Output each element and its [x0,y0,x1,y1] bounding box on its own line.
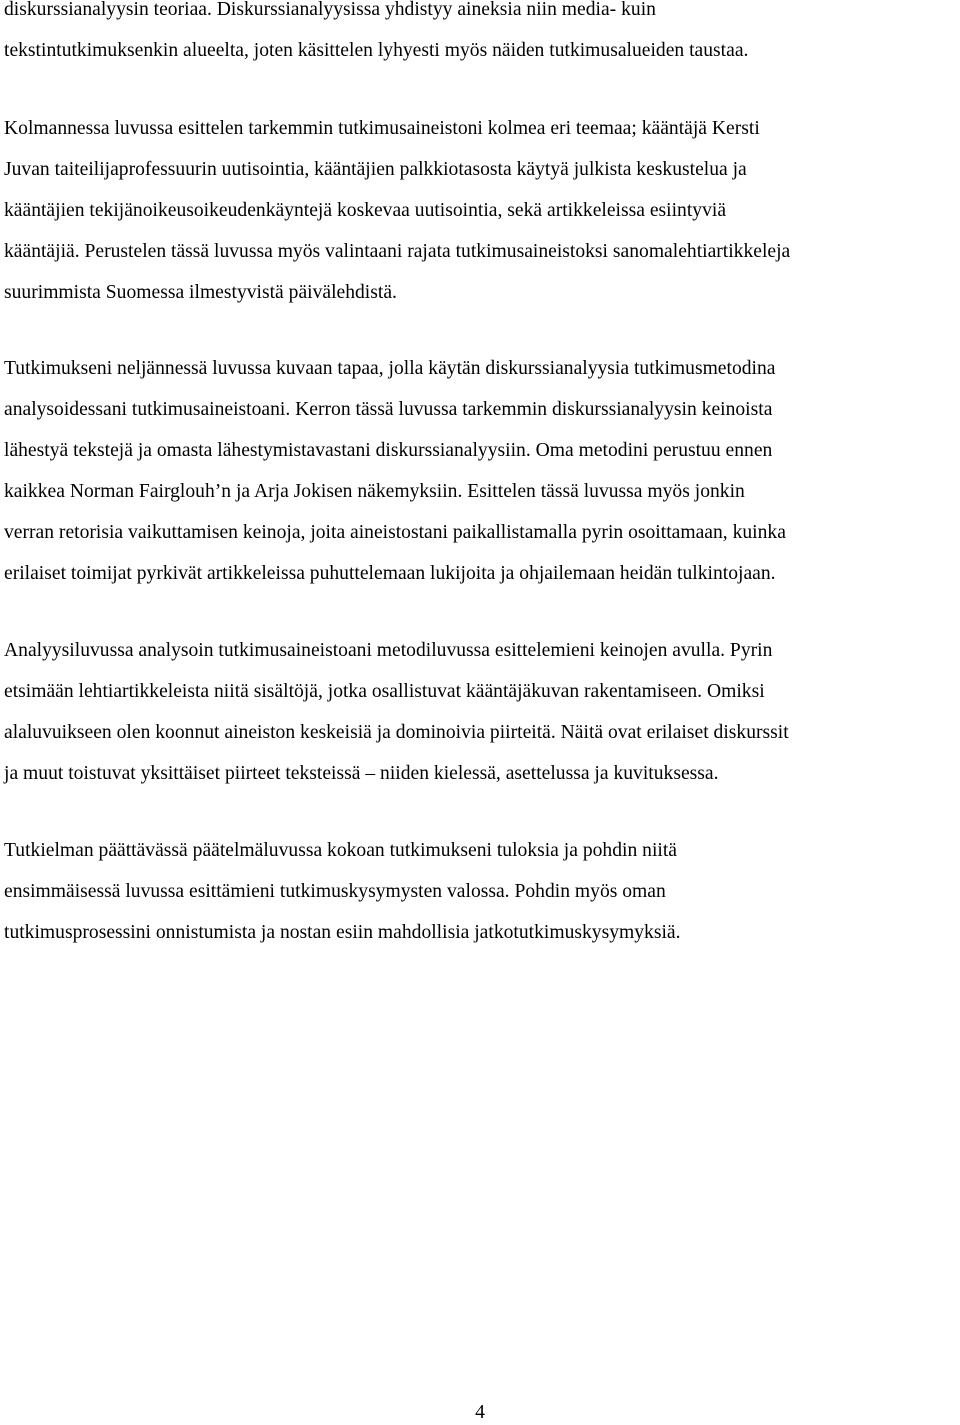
text-line: analysoidessani tutkimusaineistoani. Kerron tässä luvussa tarkemmin diskurssianalyysin keinoista [4,399,773,420]
text-line: kääntäjien tekijänoikeusoikeudenkäyntejä koskevaa uutisointia, sekä artikkeleissa esiintyviä [4,200,727,221]
text-line: alaluvuikseen olen koonnut aineiston keskeisiä ja dominoivia piirteitä. Näitä ovat erilaiset diskurssit [4,722,789,743]
text-line: kaikkea Norman Fairglouh’n ja Arja Jokisen näkemyksiin. Esittelen tässä luvussa myös jonkin [4,481,745,502]
text-line: verran retorisia vaikuttamisen keinoja, joita aineistostani paikallistamalla pyrin osoittamaan, kuinka [4,522,786,543]
text-line: kääntäjiä. Perustelen tässä luvussa myös valintaani rajata tutkimusaineistoksi sanomalehtiartikkeleja [4,241,791,262]
text-line: erilaiset toimijat pyrkivät artikkeleissa puhuttelemaan lukijoita ja ohjailemaan heidän tulkintojaan. [4,563,776,584]
page-number: 4 [475,1402,485,1423]
text-line: suurimmista Suomessa ilmestyvistä päivälehdistä. [4,282,397,303]
text-line: ja muut toistuvat yksittäiset piirteet teksteissä – niiden kielessä, asettelussa ja kuvituksessa. [4,763,719,784]
text-line: etsimään lehtiartikkeleista niitä sisältöjä, jotka osallistuvat kääntäjäkuvan rakentamiseen. Omiksi [4,681,765,702]
text-line: diskurssianalyysin teoriaa. Diskurssianalyysissa yhdistyy aineksia niin media- kuin [4,0,656,20]
text-line: lähestyä tekstejä ja omasta lähestymistavastani diskurssianalyysiin. Oma metodini perustuu ennen [4,440,773,461]
text-line: tekstintutkimuksenkin alueelta, joten käsittelen lyhyesti myös näiden tutkimusalueiden taustaa. [4,40,749,61]
text-line: Tutkimukseni neljännessä luvussa kuvaan tapaa, jolla käytän diskurssianalyysia tutkimusmetodina [4,358,776,379]
text-line: Tutkielman päättävässä päätelmäluvussa kokoan tutkimukseni tuloksia ja pohdin niitä [4,840,677,861]
text-line: tutkimusprosessini onnistumista ja nostan esiin mahdollisia jatkotutkimuskysymyksiä. [4,922,681,943]
text-line: Kolmannessa luvussa esittelen tarkemmin tutkimusaineistoni kolmea eri teemaa; kääntäjä Kersti [4,118,760,139]
text-line: ensimmäisessä luvussa esittämieni tutkimuskysymysten valossa. Pohdin myös oman [4,881,666,902]
text-line: Juvan taiteilijaprofessuurin uutisointia, kääntäjien palkkiotasosta käytyä julkista keskustelua ja [4,159,747,180]
text-line: Analyysiluvussa analysoin tutkimusaineistoani metodiluvussa esittelemieni keinojen avulla. Pyrin [4,640,773,661]
